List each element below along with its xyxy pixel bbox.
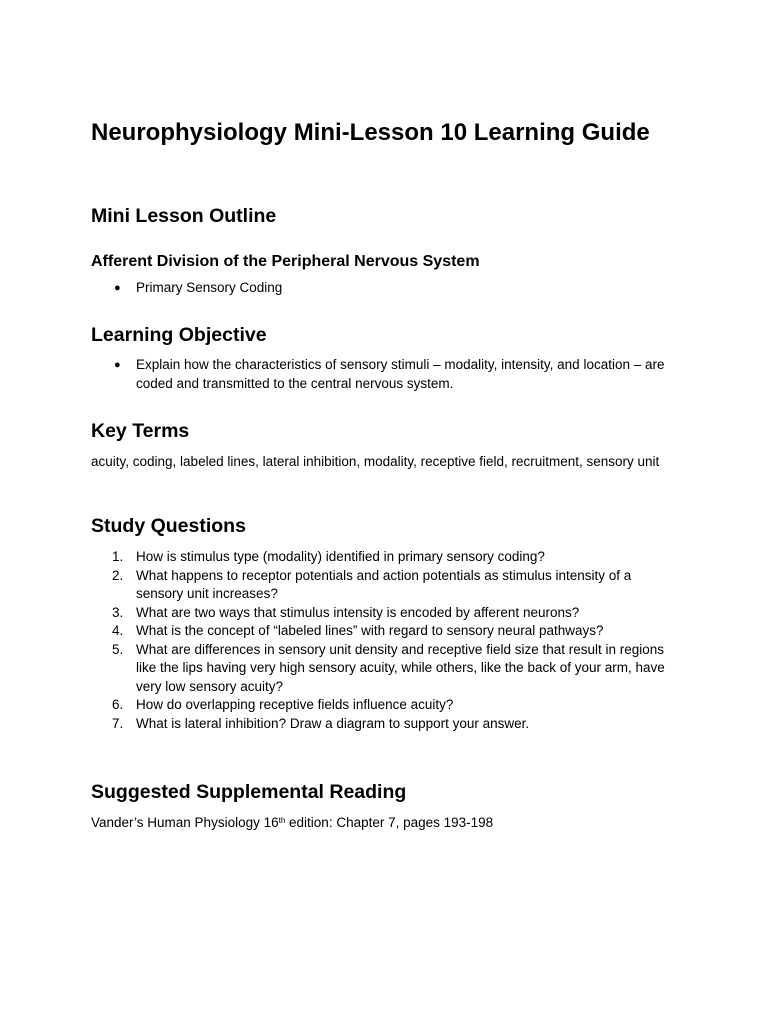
question-text-line: What is the concept of “labeled lines” with regard to sensory neural pathways? bbox=[136, 623, 604, 638]
question-text-line: like the lips having very high sensory acuity, while others, like the back of your arm, have bbox=[136, 660, 665, 675]
study-question-item bbox=[91, 567, 691, 604]
study-question-item bbox=[91, 641, 691, 697]
list-item bbox=[91, 279, 691, 298]
question-text-line: What are two ways that stimulus intensity is encoded by afferent neurons? bbox=[136, 604, 580, 620]
list-item-text-line: Explain how the characteristics of sensory stimuli – modality, intensity, and location – are bbox=[136, 357, 665, 372]
study-question-item bbox=[91, 548, 691, 567]
key-terms-text: acuity, coding, labeled lines, lateral inhibition, modality, receptive field, recruitment, sensory unit bbox=[91, 454, 660, 469]
study-question-item bbox=[91, 604, 691, 623]
reading-superscript: th bbox=[278, 816, 286, 825]
reading-heading: Suggested Supplemental Reading bbox=[91, 781, 407, 803]
list-item bbox=[91, 356, 691, 393]
study-question-item bbox=[91, 715, 691, 734]
question-text-line: How do overlapping receptive fields influence acuity? bbox=[136, 697, 454, 712]
question-number: 3. bbox=[112, 604, 124, 620]
study-questions-list bbox=[91, 548, 691, 733]
study-question-item bbox=[91, 696, 691, 715]
question-text-line: What happens to receptor potentials and action potentials as stimulus intensity of a bbox=[136, 567, 632, 583]
question-text-line: very low sensory acuity? bbox=[136, 678, 284, 694]
question-number: 6. bbox=[112, 697, 124, 712]
question-text-line: How is stimulus type (modality) identified in primary sensory coding? bbox=[136, 549, 545, 564]
bullet-icon: ● bbox=[114, 282, 121, 294]
question-text-line: What are differences in sensory unit density and receptive field size that result in regions bbox=[136, 641, 665, 657]
reading-text-main: Vander’s Human Physiology 16 bbox=[91, 815, 279, 830]
question-number: 7. bbox=[112, 715, 124, 731]
reading-text-rest: edition: Chapter 7, pages 193-198 bbox=[285, 815, 494, 830]
objective-heading: Learning Objective bbox=[91, 324, 267, 346]
study-question-item bbox=[91, 622, 691, 641]
outline-subheading: Afferent Division of the Peripheral Nervous System bbox=[91, 253, 480, 270]
page-title: Neurophysiology Mini-Lesson 10 Learning Guide bbox=[91, 119, 650, 146]
list-item-text: Primary Sensory Coding bbox=[136, 280, 283, 295]
question-text-line: What is lateral inhibition? Draw a diagram to support your answer. bbox=[136, 715, 530, 731]
question-text-line: sensory unit increases? bbox=[136, 586, 278, 601]
question-number: 4. bbox=[112, 623, 124, 638]
question-number: 2. bbox=[112, 567, 124, 583]
bullet-icon: ● bbox=[114, 359, 121, 371]
outline-list bbox=[91, 279, 691, 298]
question-number: 5. bbox=[112, 641, 124, 657]
objective-list bbox=[91, 356, 691, 393]
question-number: 1. bbox=[112, 549, 124, 564]
study-questions-heading: Study Questions bbox=[91, 515, 246, 537]
list-item-text-line: coded and transmitted to the central nervous system. bbox=[136, 375, 454, 391]
outline-heading: Mini Lesson Outline bbox=[91, 205, 277, 227]
key-terms-heading: Key Terms bbox=[91, 420, 190, 442]
reading-text bbox=[91, 814, 493, 833]
